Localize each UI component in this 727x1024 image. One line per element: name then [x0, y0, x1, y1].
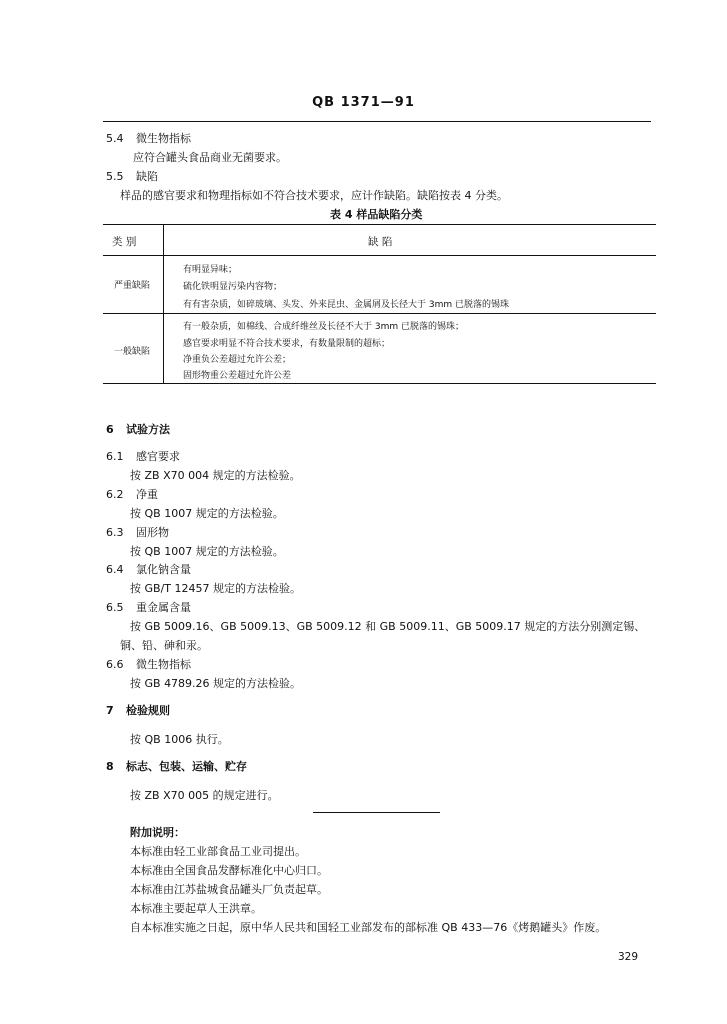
- section-5-5-text: 样品的感官要求和物理指标如不符合技术要求，应计作缺陷。缺陷按表 4 分类。: [120, 189, 508, 202]
- table-header-category: 类 别: [112, 236, 137, 248]
- section-5-5-heading: [106, 168, 158, 184]
- section-5-4-text: 应符合罐头食品商业无菌要求。: [133, 151, 287, 164]
- section-title: 氯化钠含量: [136, 563, 191, 576]
- header-rule: [103, 121, 651, 122]
- section-title: 感官要求: [136, 450, 180, 463]
- section-title: 净重: [136, 488, 158, 501]
- section-6-2-heading: [106, 486, 158, 502]
- section-6-6-text: 按 GB 4789.26 规定的方法检验。: [130, 677, 302, 690]
- table-column-divider: [163, 224, 164, 383]
- section-7-text: 按 QB 1006 执行。: [130, 733, 229, 746]
- notes-line: 本标准主要起草人王洪章。: [130, 902, 262, 915]
- section-number: 6: [106, 423, 114, 436]
- section-6-2-text: 按 QB 1007 规定的方法检验。: [130, 507, 284, 520]
- section-number: 6.2: [106, 488, 124, 501]
- table-bottom-rule: [103, 383, 656, 384]
- section-8-heading: [106, 758, 247, 774]
- table-row-category: 一般缺陷: [114, 347, 151, 357]
- section-number: 6.3: [106, 526, 124, 539]
- table-row-category: 严重缺陷: [114, 281, 151, 291]
- table-cell-item: 有明显异味；: [183, 265, 238, 275]
- section-number: 6.4: [106, 563, 124, 576]
- section-title: 微生物指标: [136, 132, 191, 145]
- table-header-defect: 缺 陷: [368, 236, 393, 248]
- section-6-5-text-continued: 铜、铅、砷和汞。: [120, 639, 208, 652]
- section-number: 8: [106, 760, 114, 773]
- table-cell-item: 净重负公差超过允许公差；: [183, 355, 292, 365]
- section-title: 缺陷: [136, 170, 158, 183]
- section-number: 5.5: [106, 170, 124, 183]
- section-title: 试验方法: [126, 423, 170, 436]
- section-title: 检验规则: [126, 704, 170, 717]
- notes-line: 本标准由全国食品发酵标准化中心归口。: [130, 864, 328, 877]
- table-header-rule: [103, 255, 656, 256]
- table-cell-item: 固形物重公差超过允许公差: [183, 371, 292, 381]
- notes-title: 附加说明：: [130, 826, 185, 839]
- section-number: 5.4: [106, 132, 124, 145]
- notes-separator-rule: [313, 812, 440, 813]
- table-caption: 表 4 样品缺陷分类: [330, 208, 423, 221]
- notes-line: 自本标准实施之日起，原中华人民共和国轻工业部发布的部标准 QB 433—76《烤鹅罐头》作废。: [130, 921, 607, 934]
- table-cell-item: 硫化铁明显污染内容物；: [183, 282, 283, 292]
- page-number: 329: [618, 951, 639, 963]
- section-number: 7: [106, 704, 114, 717]
- section-6-4-text: 按 GB/T 12457 规定的方法检验。: [130, 582, 301, 595]
- section-7-heading: [106, 702, 170, 718]
- notes-line: 本标准由轻工业部食品工业司提出。: [130, 845, 306, 858]
- section-6-1-heading: [106, 448, 180, 464]
- section-title: 固形物: [136, 526, 169, 539]
- section-title: 重金属含量: [136, 601, 191, 614]
- notes-line: 本标准由江苏盐城食品罐头厂负责起草。: [130, 883, 328, 896]
- table-top-rule: [103, 224, 656, 225]
- section-title: 标志、包装、运输、贮存: [126, 760, 247, 773]
- section-number: 6.1: [106, 450, 124, 463]
- table-cell-item: 感官要求明显不符合技术要求，有数量限制的超标；: [183, 339, 391, 349]
- table-cell-item: 有一般杂质，如棉线、合成纤维丝及长径不大于 3mm 已脱落的锡珠；: [183, 322, 464, 332]
- section-6-5-text: 按 GB 5009.16、GB 5009.13、GB 5009.12 和 GB 5009.11、GB 5009.17 规定的方法分别测定锡、: [130, 620, 646, 633]
- document-code-header: QB 1371—91: [312, 95, 415, 110]
- section-6-3-heading: [106, 524, 169, 540]
- section-5-4-heading: [106, 130, 191, 146]
- section-6-3-text: 按 QB 1007 规定的方法检验。: [130, 545, 284, 558]
- section-6-heading: [106, 421, 170, 437]
- section-6-1-text: 按 ZB X70 004 规定的方法检验。: [130, 469, 301, 482]
- section-6-6-heading: [106, 656, 191, 672]
- table-cell-item: 有有害杂质，如碎玻璃、头发、外来昆虫、金属屑及长径大于 3mm 已脱落的锡珠: [183, 300, 509, 310]
- section-6-4-heading: [106, 561, 191, 577]
- table-row-divider: [103, 313, 656, 314]
- section-title: 微生物指标: [136, 658, 191, 671]
- section-number: 6.6: [106, 658, 124, 671]
- section-number: 6.5: [106, 601, 124, 614]
- section-6-5-heading: [106, 599, 191, 615]
- section-8-text: 按 ZB X70 005 的规定进行。: [130, 789, 279, 802]
